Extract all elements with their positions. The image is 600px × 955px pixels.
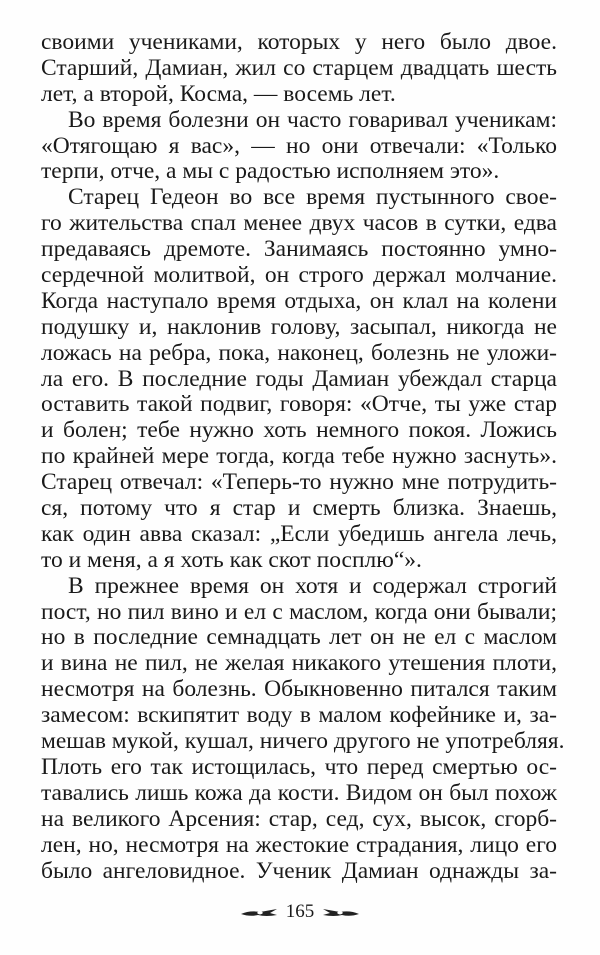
text-line: пост, но пил вино и ел с маслом, когда они бывали; bbox=[41, 598, 557, 625]
text-line: и вина не пил, не желая никакого утешения плоти, bbox=[41, 650, 557, 677]
text-line: то и меня, а я хоть как скот посплю“». bbox=[41, 546, 422, 573]
text-line: ся, потому что я стар и смерть близка. Знаешь, bbox=[41, 495, 557, 522]
text-line: было ангеловидное. Ученик Дамиан однажды за- bbox=[41, 857, 557, 884]
text-line: замесом: вскипятит воду в малом кофейнике и, за- bbox=[41, 702, 557, 729]
body-text bbox=[41, 29, 565, 884]
text-line: как один авва сказал: „Если убедишь ангела лечь, bbox=[41, 520, 557, 547]
text-line: ла его. В последние годы Дамиан убеждал старца bbox=[41, 365, 557, 392]
text-line: оставить такой подвиг, говоря: «Отче, ты уже стар bbox=[41, 391, 557, 418]
text-line: Плоть его так истощилась, что перед смертью ос- bbox=[41, 753, 557, 780]
text-line: Старший, Дамиан, жил со старцем двадцать шесть bbox=[41, 54, 557, 81]
flourish-left-icon bbox=[240, 905, 278, 919]
text-line: Старец Гедеон во все время пустынного свое- bbox=[68, 184, 557, 211]
text-line: терпи, отче, а мы с радостью исполняем это». bbox=[41, 158, 500, 185]
text-line: своими учениками, которых у него было двое. bbox=[41, 29, 557, 55]
text-line: на великого Арсения: стар, сед, сух, высок, сгорб- bbox=[41, 805, 557, 832]
text-line: Во время болезни он часто говаривал ученикам: bbox=[68, 106, 557, 133]
text-line: го жительства спал менее двух часов в сутки, едва bbox=[41, 210, 557, 237]
text-line: и болен; тебе нужно хоть немного покоя. Ложись bbox=[41, 417, 557, 444]
text-line: несмотря на болезнь. Обыкновенно питался таким bbox=[41, 676, 557, 703]
text-line: мешав мукой, кушал, ничего другого не употребляя. bbox=[41, 728, 565, 755]
text-line: лет, а второй, Косма, — восемь лет. bbox=[41, 80, 396, 107]
flourish-right-icon bbox=[322, 905, 360, 919]
text-line: Когда наступало время отдыха, он клал на колени bbox=[41, 287, 557, 314]
text-line: лен, но, несмотря на жестокие страдания, лицо его bbox=[41, 831, 557, 858]
text-line: подушку и, наклонив голову, засыпал, никогда не bbox=[41, 313, 557, 340]
text-line: сердечной молитвой, он строго держал молчание. bbox=[41, 262, 557, 289]
page-number: 165 bbox=[285, 901, 315, 922]
text-line: В прежнее время он хотя и содержал строгий bbox=[68, 572, 557, 599]
page-footer bbox=[0, 900, 600, 924]
text-line: Старец отвечал: «Теперь-то нужно мне потрудить- bbox=[41, 469, 557, 496]
text-line: но в последние семнадцать лет он не ел с маслом bbox=[41, 624, 557, 651]
text-line: тавались лишь кожа да кости. Видом он был похож bbox=[41, 779, 557, 806]
text-line: ложась на ребра, пока, наконец, болезнь не уложи- bbox=[41, 339, 557, 366]
text-line: по крайней мере тогда, когда тебе нужно заснуть». bbox=[41, 443, 557, 470]
text-line: предаваясь дремоте. Занимаясь постоянно умно- bbox=[41, 236, 557, 263]
text-line: «Отягощаю я вас», — но они отвечали: «Только bbox=[41, 132, 557, 159]
